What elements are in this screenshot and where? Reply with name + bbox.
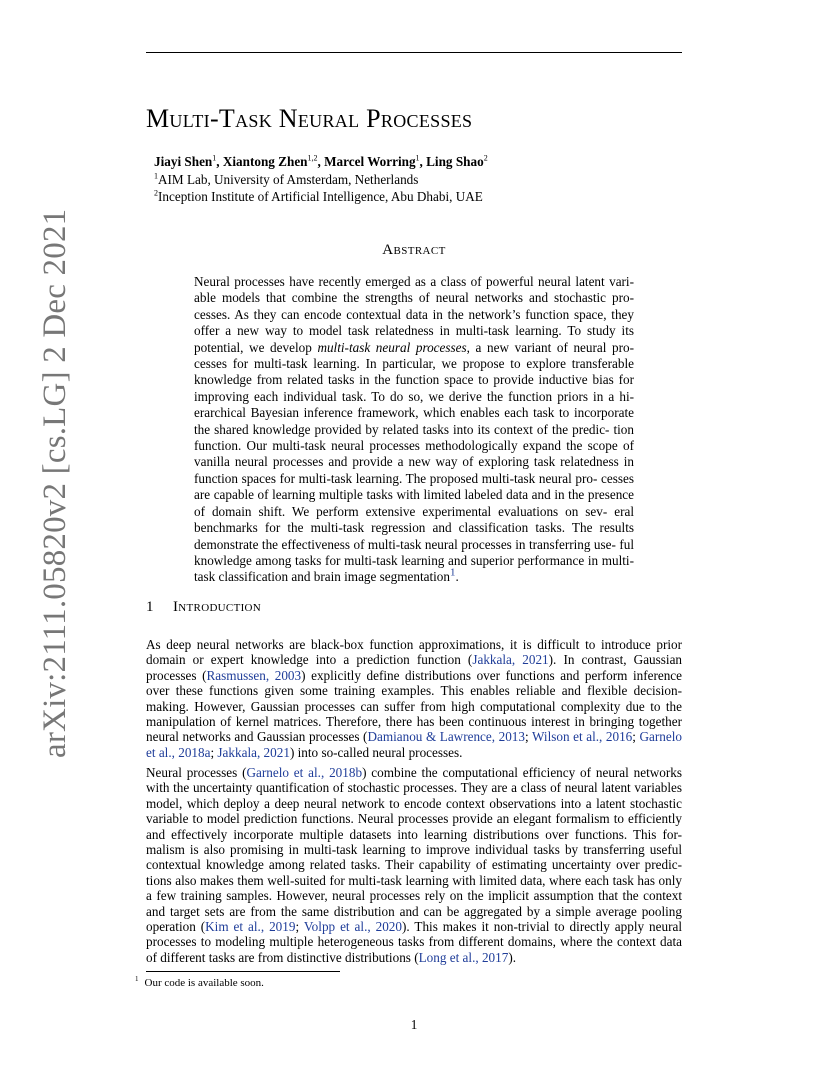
affiliation-mark: 1 — [154, 171, 158, 181]
affiliation — [154, 189, 483, 205]
citation-link[interactable]: Garnelo et al., 2018b — [246, 765, 363, 780]
paper-title — [146, 104, 472, 134]
author-affiliation-mark: 1 — [415, 153, 420, 163]
author-affiliation-mark: 1 — [212, 153, 217, 163]
footnote — [135, 977, 264, 989]
author-name: Ling Shao — [426, 154, 484, 169]
footnote-mark: 1 — [135, 975, 139, 984]
arxiv-stamp: arXiv:2111.05820v2 [cs.LG] 2 Dec 2021 — [37, 208, 73, 758]
affiliation-mark: 2 — [154, 188, 158, 198]
section-title: Introduction — [173, 599, 262, 615]
footnote-rule — [146, 971, 340, 972]
paper-title-text: Multi-Task Neural Processes — [146, 104, 473, 133]
author-affiliation-mark: 2 — [483, 153, 488, 163]
author-name: Marcel Worring — [324, 154, 416, 169]
intro-paragraph-2: Neural processes (Garnelo et al., 2018b) combine the computational efficiency of neural networks with the uncertainty quantification of stochastic processes. They are a class of neural latent variables model, which deploy a deep neural network to encode context observations into a latent stochastic variable to model prediction functions. Neural processes provide an elegant formalism to efficiently and effectively incorporate multiple datasets into learning distributions over functions. This for- malism is also promising in multi-task learning to improve individual tasks by transferring useful contextual knowledge among related tasks. Their capability of estimating uncertainty over predic- tions also makes them well-suited for multi-task learning with limited data, where each task has only a few training samples. However, neural processes rely on the implicit assumption that the context and target sets are from the same distribution and can be aggregated by a simple average pooling operation (Kim et al., 2019; Volpp et al., 2020). This makes it non-trivial to directly apply neural processes to modeling multiple heterogeneous tasks from different domains, where the context data of different tasks are from distinctive distributions (Long et al., 2017). — [146, 765, 683, 965]
affiliation-text: AIM Lab, University of Amsterdam, Netherlands — [158, 172, 419, 187]
footnote-link[interactable]: 1 — [449, 566, 456, 579]
footnote-text: Our code is available soon. — [144, 977, 264, 989]
abstract-heading: Abstract — [382, 242, 446, 258]
abstract-body: Neural processes have recently emerged as a class of powerful neural latent vari- able models that combine the strengths of neural networks and stochastic pro- cesses. As they can encode contextual data in the network’s function space, they offer a new way to model task relatedness in multi-task learning. To study its potential, we develop multi-task neural processes, a new variant of neural pro- cesses for multi-task learning. In particular, we propose to explore transferable knowledge from related tasks in the function space to provide inductive bias for improving each individual task. To do so, we derive the function priors in a hi- erarchical Bayesian inference framework, which enables each task to incorporate the shared knowledge provided by related tasks into its context of the predic- tion function. Our multi-task neural processes methodologically expand the scope of vanilla neural processes and provide a new way of exploring task relatedness in function spaces for multi-task learning. The proposed multi-task neural pro- cesses are capable of learning multiple tasks with limited labeled data and in the presence of domain shift. We perform extensive experimental evaluations on sev- eral benchmarks for the multi-task regression and classification tasks. The results demonstrate the effectiveness of multi-task neural processes in transferring use- ful knowledge among tasks for multi-task learning and superior performance in multi-task classification and brain image segmentation$^1$. — [194, 274, 635, 585]
author-name: Xiantong Zhen — [222, 154, 308, 169]
intro-paragraph-1: As deep neural networks are black-box function approximations, it is difficult to introduce prior domain or expert knowledge into a prediction function (Jakkala, 2021). In contrast, Gaussian processes (Rasmussen, 2003) explicitly define distributions over functions and perform inference over these functions given some training examples. This enables reliable and flexible decision- making. However, Gaussian processes can suffer from high computational complexity due to the manipulation of kernel matrices. Therefore, there has been continuous interest in bringing together neural networks and Gaussian processes (Damianou & Lawrence, 2013; Wilson et al., 2016; Garnelo et al., 2018a; Jakkala, 2021) into so-called neural processes. — [146, 637, 683, 760]
citation-link[interactable]: Garnelo — [639, 729, 682, 745]
citation-link[interactable]: Volpp et al., 2020 — [303, 919, 402, 935]
citation-link[interactable]: Wilson et al., 2016 — [532, 729, 633, 745]
citation-link[interactable]: Damianou & Lawrence, 2013 — [367, 729, 525, 745]
citation-link[interactable]: Jakkala, 2021 — [472, 652, 549, 668]
emphasis: multi-task neural processes — [317, 339, 467, 355]
section-heading — [146, 599, 261, 616]
citation-link[interactable]: Rasmussen, 2003 — [206, 667, 302, 683]
author-name: Jiayi Shen — [154, 154, 213, 169]
citation-link[interactable]: Long et al., 2017 — [418, 949, 509, 965]
citation-link[interactable]: Jakkala, 2021 — [217, 744, 290, 760]
header-rule — [146, 52, 682, 53]
citation-link[interactable]: et al., 2018a — [146, 744, 211, 760]
affiliation — [154, 172, 418, 188]
affiliation-text: Inception Institute of Artificial Intelligence, Abu Dhabi, UAE — [158, 189, 483, 204]
author-affiliation-mark: 1,2 — [307, 153, 318, 163]
page-number: 1 — [410, 1017, 418, 1032]
author-list: Jiayi Shen$^1$, Xiantong Zhen$^{1,2}$, Marcel Worring$^1$, Ling Shao$^2$ — [154, 153, 488, 169]
citation-link[interactable]: Kim et al., 2019 — [205, 919, 296, 935]
section-number: 1 — [146, 599, 154, 615]
